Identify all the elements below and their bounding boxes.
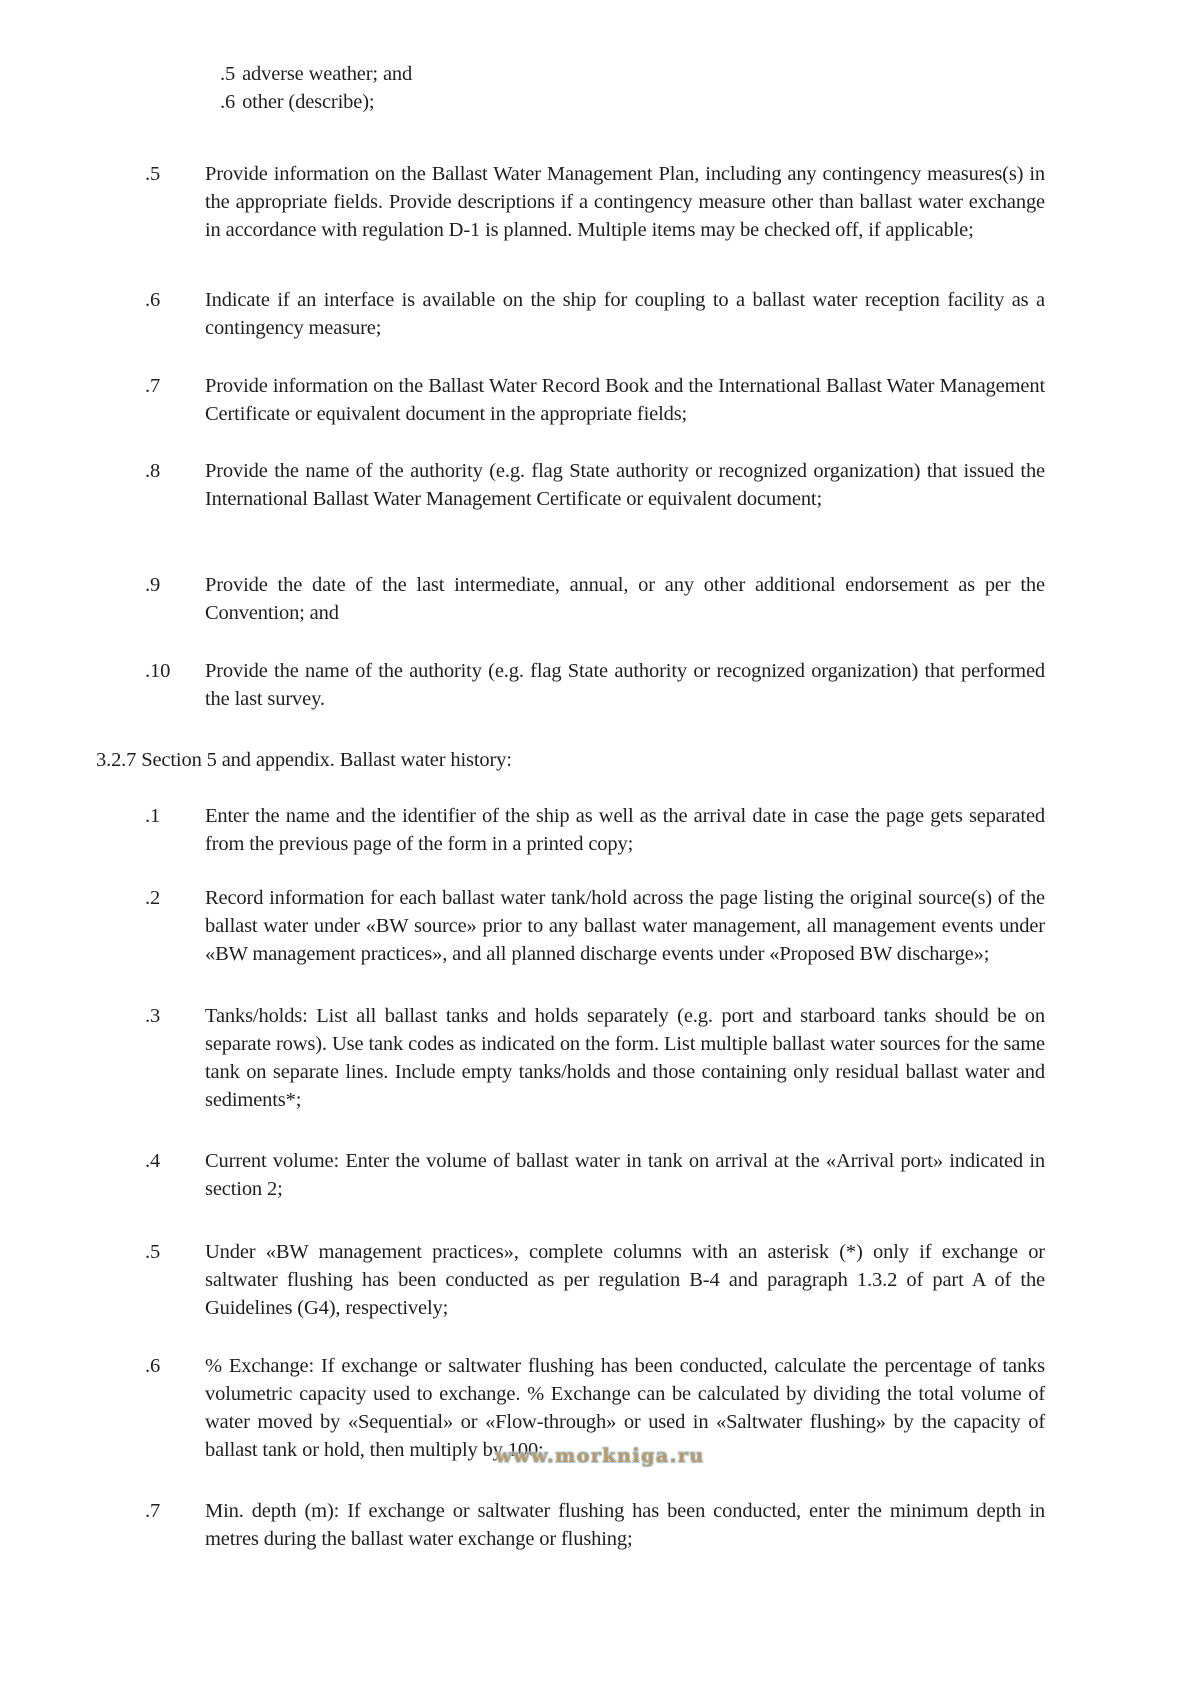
- list-item: [145, 571, 1045, 627]
- list-item: [145, 1002, 1045, 1114]
- list-item-text: Under «BW management practices», complete columns with an asterisk (*) only if exchange or saltwater flushing has been conducted as per regulation B-4 and paragraph 1.3.2 of part A of the Guidelines (G4), respectively;: [205, 1241, 1045, 1319]
- list-item: [145, 160, 1045, 244]
- list-item-text: Provide the name of the authority (e.g. flag State authority or recognized organization) that performed the last survey.: [205, 660, 1045, 710]
- list-item-text: Min. depth (m): If exchange or saltwater flushing has been conducted, enter the minimum depth in metres during the ballast water exchange or flushing;: [205, 1500, 1045, 1550]
- sub-list-item: [220, 88, 1040, 116]
- sub-list-item-text: adverse weather; and: [242, 63, 413, 85]
- list-item: [145, 1238, 1045, 1322]
- list-item: [145, 372, 1045, 428]
- sub-list-item: [220, 60, 1040, 88]
- list-item-number: .6: [145, 1355, 161, 1377]
- list-item-text: Provide information on the Ballast Water Record Book and the International Ballast Water Management Certificate or equivalent document in the appropriate fields;: [205, 375, 1045, 425]
- list-item-text: Record information for each ballast water tank/hold across the page listing the original source(s) of the ballast water under «BW source» prior to any ballast water management, all management events under «BW management practices», and all planned discharge events under «Proposed BW discharge»;: [205, 887, 1045, 965]
- list-item: [145, 657, 1045, 713]
- list-item: [145, 884, 1045, 968]
- list-item-number: .4: [145, 1150, 161, 1172]
- list-item-text: Provide information on the Ballast Water Management Plan, including any contingency measures(s) in the appropriate fields. Provide descriptions if a contingency measure other than ballast water exchange in accordance with regulation D-1 is planned. Multiple items may be checked off, if applicable;: [205, 163, 1045, 241]
- list-item-number: .1: [145, 805, 161, 827]
- list-item-text: Provide the date of the last intermediate, annual, or any other additional endorsement as per the Convention; and: [205, 574, 1045, 624]
- sub-list-item-number: .6: [220, 91, 236, 113]
- sub-list-item-number: .5: [220, 63, 236, 85]
- list-item: [145, 1497, 1045, 1553]
- list-item: [145, 457, 1045, 513]
- list-item-number: .5: [145, 1241, 161, 1263]
- list-item-number: .2: [145, 887, 161, 909]
- list-item: [145, 1147, 1045, 1203]
- list-item-number: .7: [145, 375, 161, 397]
- list-item-text: Enter the name and the identifier of the ship as well as the arrival date in case the page gets separated from the previous page of the form in a printed copy;: [205, 805, 1045, 855]
- continuation-subitems: [220, 60, 1040, 116]
- list-item-text: Current volume: Enter the volume of ballast water in tank on arrival at the «Arrival port» indicated in section 2;: [205, 1150, 1045, 1200]
- list-item: [145, 802, 1045, 858]
- watermark: www.morkniga.ru: [495, 1445, 705, 1467]
- list-item-number: .8: [145, 460, 161, 482]
- sub-list-item-text: other (describe);: [242, 91, 375, 113]
- list-item-text: % Exchange: If exchange or saltwater flushing has been conducted, calculate the percentage of tanks volumetric capacity used to exchange. % Exchange can be calculated by dividing the total volume of water moved by «Sequential» or «Flow-through» or used in «Saltwater flushing» by the capacity of ballast tank or hold, then multiply by 100;: [205, 1355, 1045, 1461]
- list-item-text: Indicate if an interface is available on the ship for coupling to a ballast water reception facility as a contingency measure;: [205, 289, 1045, 339]
- list-item-text: Tanks/holds: List all ballast tanks and holds separately (e.g. port and starboard tanks should be on separate rows). Use tank codes as indicated on the form. List multiple ballast water sources for the same tank on separate lines. Include empty tanks/holds and those containing only residual ballast water and sediments*;: [205, 1005, 1045, 1111]
- list-item: [145, 1352, 1045, 1467]
- list-item-number: .5: [145, 163, 161, 185]
- list-item-number: .6: [145, 289, 161, 311]
- list-item-number: .7: [145, 1500, 161, 1522]
- list-item-number: .9: [145, 574, 161, 596]
- list-item: [145, 286, 1045, 342]
- list-item-number: .3: [145, 1005, 161, 1027]
- section-heading: 3.2.7 Section 5 and appendix. Ballast water history:: [96, 749, 512, 771]
- list-item-number: .10: [145, 660, 171, 682]
- list-item-text: Provide the name of the authority (e.g. flag State authority or recognized organization) that issued the International Ballast Water Management Certificate or equivalent document;: [205, 460, 1045, 510]
